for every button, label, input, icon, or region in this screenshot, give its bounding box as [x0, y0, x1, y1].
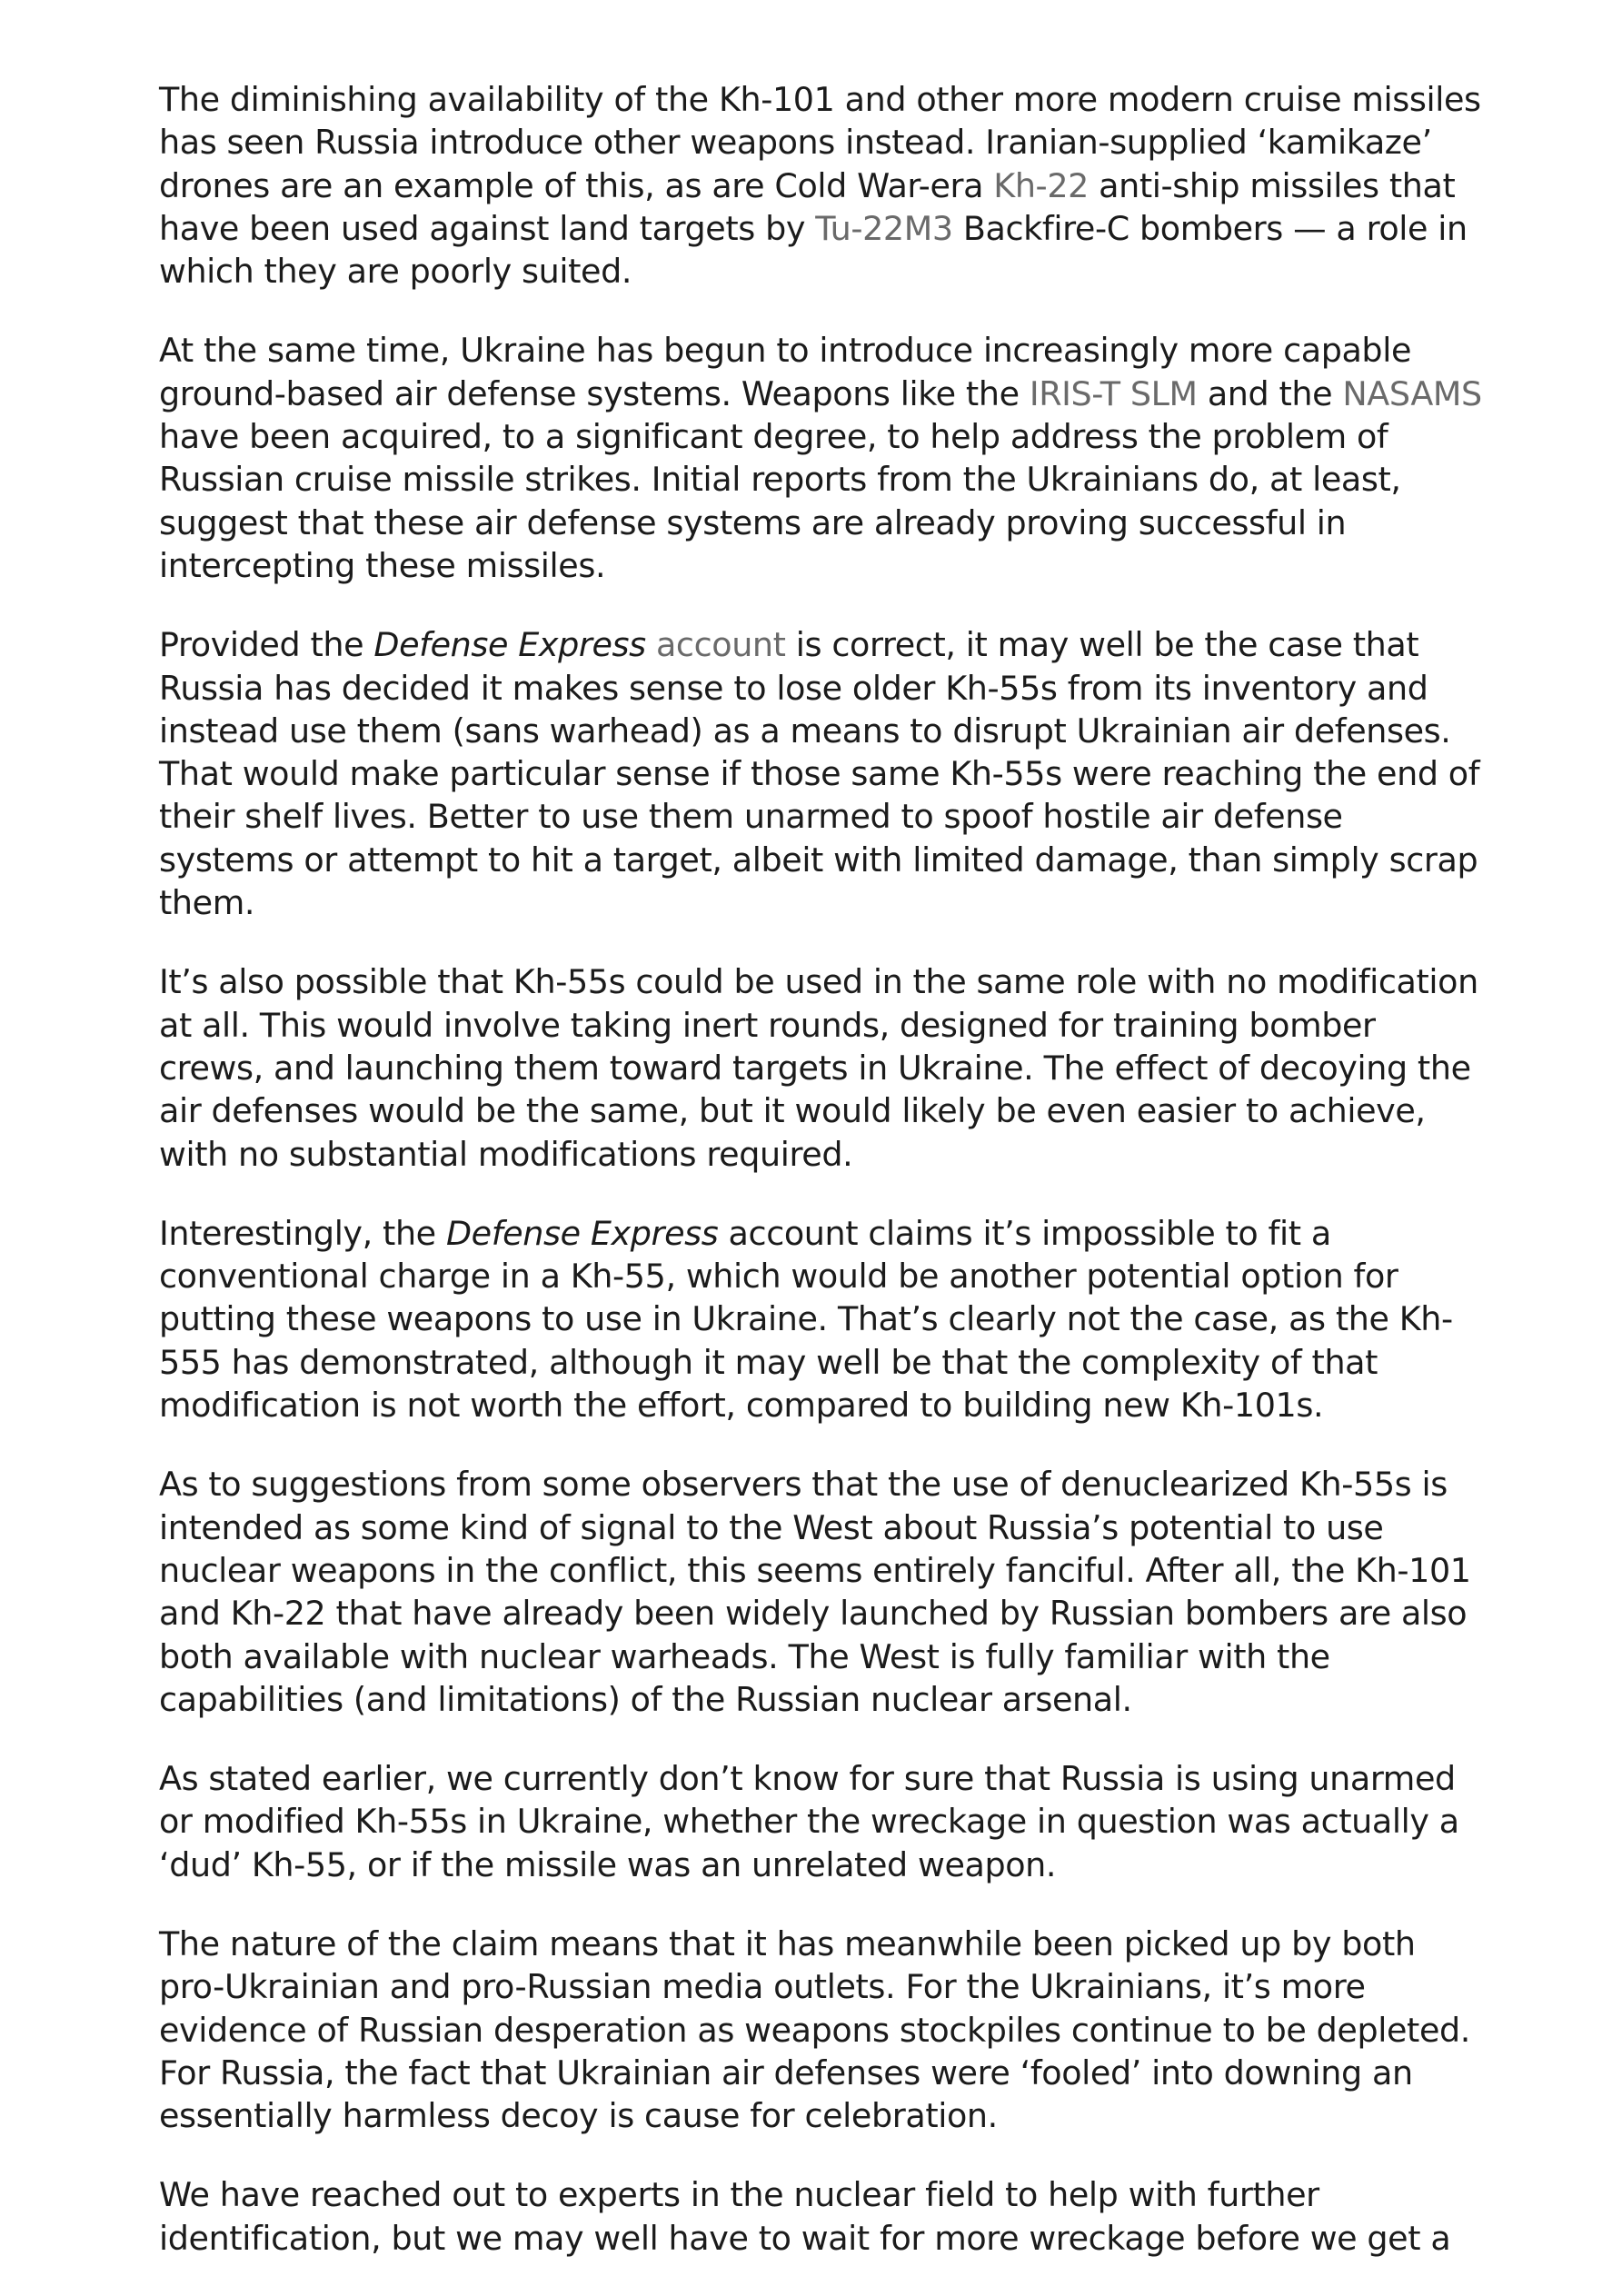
- paragraph-5-text-b: account claims it’s impossible to fit a conventional charge in a Kh-55, which would be another potential option for putting these weapons to use in Ukraine. That’s clearly not the case, as the Kh-555 has demonstrated, although it may well be that the complexity of that modification is not worth the effort, compared to building new Kh-101s.: [159, 1213, 1453, 1426]
- paragraph-1-text-c: Backfire-C bombers — a role in which they are poorly suited.: [159, 208, 1468, 292]
- paragraph-6: As to suggestions from some observers that the use of denuclearized Kh-55s is intended as some kind of signal to the West about Russia’s potential to use nuclear weapons in the conflict, this seems entirely fanciful. After all, the Kh-101 and Kh-22 that have already been widely launched by Russian bombers are also both available with nuclear warheads. The West is fully familiar with the capabilities (and limitations) of the Russian nuclear arsenal.: [159, 1465, 1471, 1719]
- paragraph-2: [159, 329, 1486, 587]
- link-tu-22m3[interactable]: Tu-22M3: [815, 208, 953, 248]
- article-body: [159, 78, 1486, 2296]
- link-kh-22[interactable]: Kh-22: [993, 165, 1089, 205]
- paragraph-2-text-c: have been acquired, to a significant degree, to help address the problem of Russian cruise missile strikes. Initial reports from the Ukrainians do, at least, suggest that these air defense systems are already proving successful in intercepting these missiles.: [159, 417, 1401, 585]
- paragraph-1: [159, 78, 1486, 293]
- paragraph-5-text-a: Interestingly, the: [159, 1213, 446, 1253]
- paragraph-3-text-c: is correct, it may well be the case that Russia has decided it makes sense to lose older Kh-55s from its inventory and instead use them (sans warhead) as a means to disrupt Ukrainian air defenses. That would make particular sense if those same Kh-55s were reaching the end of their shelf lives. Better to use them unarmed to spoof hostile air defense systems or attempt to hit a target, albeit with limited damage, than simply scrap them.: [159, 625, 1480, 923]
- paragraph-1-text-a: The diminishing availability of the Kh-101 and other more modern cruise missiles has seen Russia introduce other weapons instead. Iranian-supplied ‘kamikaze’ drones are an example of this, as are Cold War-era: [159, 80, 1481, 205]
- paragraph-4: It’s also possible that Kh-55s could be used in the same role with no modification at all. This would involve taking inert rounds, designed for training bomber crews, and launching them toward targets in Ukraine. The effect of decoying the air defenses would be the same, but it would likely be even easier to achieve, with no substantial modifications required.: [159, 962, 1478, 1174]
- paragraph-9: We have reached out to experts in the nuclear field to help with further identification, but we may well have to wait for more wreckage before we get a: [159, 2175, 1451, 2258]
- paragraph-2-text-b: and the: [1197, 373, 1343, 413]
- paragraph-3: [159, 623, 1486, 924]
- link-account[interactable]: account: [655, 625, 786, 665]
- paragraph-3-text-b: [646, 625, 656, 664]
- paragraph-3-text-a: Provided the: [159, 625, 374, 665]
- paragraph-7: As stated earlier, we currently don’t know for sure that Russia is using unarmed or modified Kh-55s in Ukraine, whether the wreckage in question was actually a ‘dud’ Kh-55, or if the missile was an unrelated weapon.: [159, 1759, 1459, 1884]
- paragraph-2-text-a: At the same time, Ukraine has begun to introduce increasingly more capable ground-based air defense systems. Weapons like the: [159, 331, 1412, 413]
- paragraph-1-text-b: anti-ship missiles that have been used against land targets by: [159, 165, 1456, 248]
- paragraph-8: The nature of the claim means that it has meanwhile been picked up by both pro-Ukrainian and pro-Russian media outlets. For the Ukrainians, it’s more evidence of Russian desperation as weapons stockpiles continue to be depleted. For Russia, the fact that Ukrainian air defenses were ‘fooled’ into downing an essentially harmless decoy is cause for celebration.: [159, 1923, 1470, 2136]
- paragraph-5: [159, 1212, 1486, 1426]
- link-iris-t-slm[interactable]: IRIS-T SLM: [1029, 373, 1198, 413]
- link-nasams[interactable]: NASAMS: [1342, 373, 1482, 413]
- publication-name: Defense Express: [445, 1213, 719, 1253]
- publication-name: Defense Express: [373, 625, 646, 665]
